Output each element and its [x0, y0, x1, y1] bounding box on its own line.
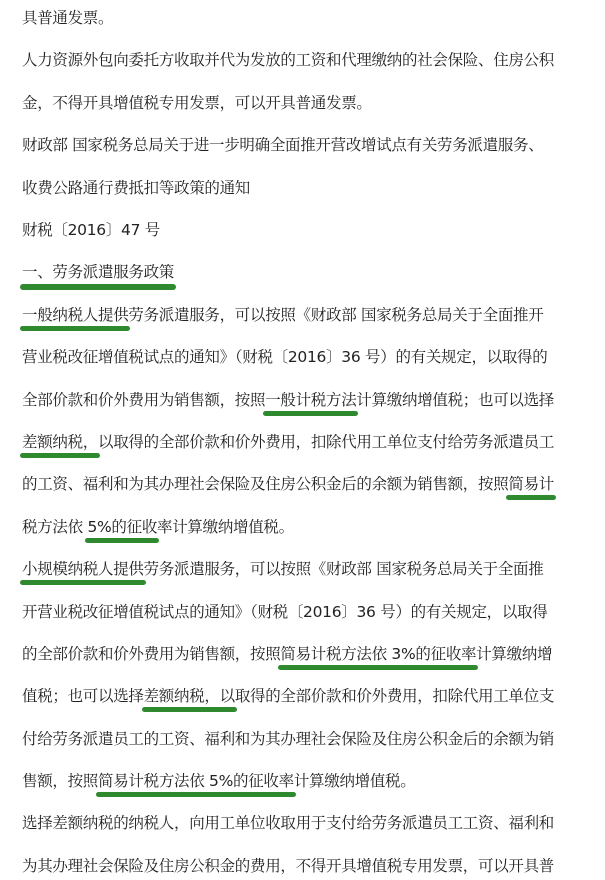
text-segment: 选择差额纳税的纳税人，向用工单位收取用于支付给劳务派遣员工工资、福利和 [22, 814, 555, 832]
text-segment: 为其办理社会保险及住房公积金的费用，不得开具增值税专用发票，可以开具普 [22, 857, 555, 875]
text-line [22, 474, 554, 494]
text-segment: 售额，按照 [22, 772, 99, 790]
text-segment: 率计算缴纳增值税。 [157, 518, 294, 536]
text-segment: 具普通发票。 [22, 9, 114, 27]
text-segment: 取得的全部价款和价外费用，扣除代用工单位支 [234, 687, 555, 705]
text-segment: 人力资源外包向委托方收取并代为发放的工资和代理缴纳的社会保险、住房公积 [22, 51, 555, 69]
text-line [22, 771, 415, 791]
text-line [22, 729, 554, 749]
text-line [22, 517, 294, 537]
text-segment: 劳务派遣服务，可以按照《财政部 国家税务总局关于全面推开 [128, 306, 544, 324]
text-segment: 付给劳务派遣员工的工资、福利和为其办理社会保险及住房公积金后的余额为销 [22, 730, 555, 748]
highlighted-phrase: 一般计税方法 [265, 391, 357, 409]
text-segment: 收费公路通行费抵扣等政策的通知 [22, 179, 251, 197]
highlighted-phrase: 小规模纳税人提供 [22, 560, 144, 578]
text-line [22, 559, 543, 579]
text-line [22, 178, 250, 198]
text-segment: 全部价款和价外费用为销售额，按照 [22, 391, 266, 409]
text-segment: 以取得的全部价款和价外费用，扣除代用工单位支付给劳务派遣员工 [98, 433, 555, 451]
highlighted-phrase: 简易计税方法依 5%的征收率 [98, 772, 294, 790]
text-segment: 的工资、福利和为其办理社会保险及住房公积金后的余额为销售额，按照 [22, 475, 509, 493]
text-line [22, 432, 554, 452]
text-line [22, 813, 554, 833]
text-line [22, 644, 552, 664]
highlighted-phrase: 差额纳税， [22, 433, 99, 451]
text-segment: 金，不得开具增值税专用发票，可以开具普通发票。 [22, 94, 372, 112]
highlighted-phrase: 简易计税方法依 3%的征收率 [280, 645, 477, 663]
text-line [22, 856, 554, 876]
highlighted-phrase: 差额纳税，以 [143, 687, 235, 705]
text-segment: 值税；也可以选择 [22, 687, 144, 705]
text-line [22, 262, 174, 282]
text-line [22, 135, 543, 155]
text-segment: 开营业税改征增值税试点的通知》（财税〔2016〕36 号）的有关规定，以取得 [22, 603, 548, 621]
text-line [22, 220, 160, 240]
text-segment: 财政部 国家税务总局关于进一步明确全面推开营改增试点有关劳务派遣服务、 [22, 136, 544, 154]
text-line [22, 686, 554, 706]
text-segment: 计算缴纳增值税；也可以选择 [356, 391, 555, 409]
highlighted-phrase: 一、劳务派遣服务政策 [22, 263, 175, 281]
highlighted-phrase: 一般纳税人提供 [22, 306, 129, 324]
text-segment: 财税〔2016〕47 号 [22, 221, 160, 239]
text-line [22, 8, 113, 28]
text-line [22, 602, 547, 622]
text-segment: 税方法依 [22, 518, 88, 536]
text-line [22, 390, 554, 410]
text-line [22, 347, 547, 367]
highlighted-phrase: 5%的征收 [87, 518, 158, 536]
text-segment: 劳务派遣服务，可以按照《财政部 国家税务总局关于全面推 [143, 560, 544, 578]
text-segment: 的全部价款和价外费用为销售额，按照 [22, 645, 281, 663]
text-line [22, 50, 554, 70]
text-segment: 营业税改征增值税试点的通知》（财税〔2016〕36 号）的有关规定，以取得的 [22, 348, 548, 366]
highlighted-phrase: 简易计 [508, 475, 555, 493]
text-segment: 计算缴纳增 [476, 645, 553, 663]
text-line [22, 305, 543, 325]
text-segment: 计算缴纳增值税。 [293, 772, 416, 790]
text-line [22, 93, 372, 113]
